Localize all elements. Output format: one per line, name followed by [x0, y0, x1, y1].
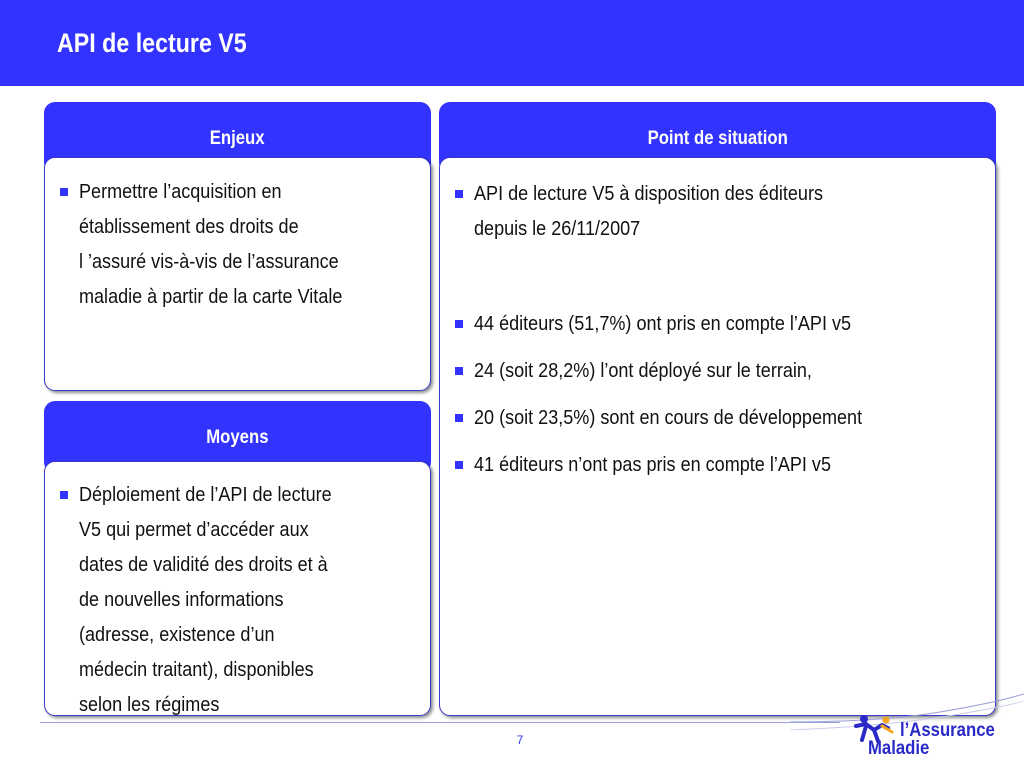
text-line: médecin traitant), disponibles	[79, 658, 314, 681]
square-bullet-icon	[455, 320, 463, 328]
text-line: depuis le 26/11/2007	[474, 217, 641, 240]
moyens-bullet-item	[45, 477, 430, 722]
text-line: l ’assuré vis-à-vis de l’assurance	[79, 250, 339, 273]
point-bullet-item	[440, 447, 995, 482]
enjeux-header-label: Enjeux	[210, 128, 265, 149]
text-line: Permettre l’acquisition en	[79, 180, 282, 203]
text-line: établissement des droits de	[79, 215, 299, 238]
text-line: de nouvelles informations	[79, 588, 284, 611]
point-bullet-item	[440, 306, 995, 341]
square-bullet-icon	[60, 491, 68, 499]
point-bullet-item	[440, 176, 995, 246]
slide-title: API de lecture V5	[57, 28, 247, 58]
enjeux-bullet-item	[45, 174, 430, 314]
point-stats-list	[440, 306, 995, 482]
moyens-list	[45, 477, 430, 722]
text-line: 24 (soit 28,2%) l’ont déployé sur le terrain,	[474, 359, 812, 382]
enjeux-panel	[44, 157, 431, 391]
text-line: V5 qui permet d’accéder aux	[79, 518, 309, 541]
square-bullet-icon	[455, 461, 463, 469]
text-line: Déploiement de l’API de lecture	[79, 483, 332, 506]
enjeux-list	[45, 174, 430, 314]
text-line: 20 (soit 23,5%) sont en cours de développement	[474, 406, 863, 429]
point-header-label: Point de situation	[647, 128, 788, 149]
assurance-maladie-logo	[846, 706, 1016, 762]
moyens-header-label: Moyens	[206, 427, 269, 448]
point-first-list	[440, 176, 995, 246]
point-bullet-item	[440, 400, 995, 435]
text-line: 41 éditeurs n’ont pas pris en compte l’API v5	[474, 453, 831, 476]
point-bullet-item	[440, 353, 995, 388]
text-line: API de lecture V5 à disposition des éditeurs	[474, 182, 823, 205]
text-line: maladie à partir de la carte Vitale	[79, 285, 343, 308]
text-line: 44 éditeurs (51,7%) ont pris en compte l’API v5	[474, 312, 852, 335]
text-line: selon les régimes	[79, 693, 220, 716]
title-bar	[0, 0, 1024, 86]
point-panel	[439, 157, 996, 716]
square-bullet-icon	[60, 188, 68, 196]
logo-text-line2: Maladie	[868, 738, 930, 759]
footer-divider	[40, 722, 840, 723]
text-line: (adresse, existence d’un	[79, 623, 275, 646]
square-bullet-icon	[455, 414, 463, 422]
page-number: 7	[516, 733, 524, 747]
square-bullet-icon	[455, 367, 463, 375]
square-bullet-icon	[455, 190, 463, 198]
moyens-panel	[44, 461, 431, 716]
logo-text-line1: l’Assurance	[900, 720, 995, 741]
text-line: dates de validité des droits et à	[79, 553, 328, 576]
